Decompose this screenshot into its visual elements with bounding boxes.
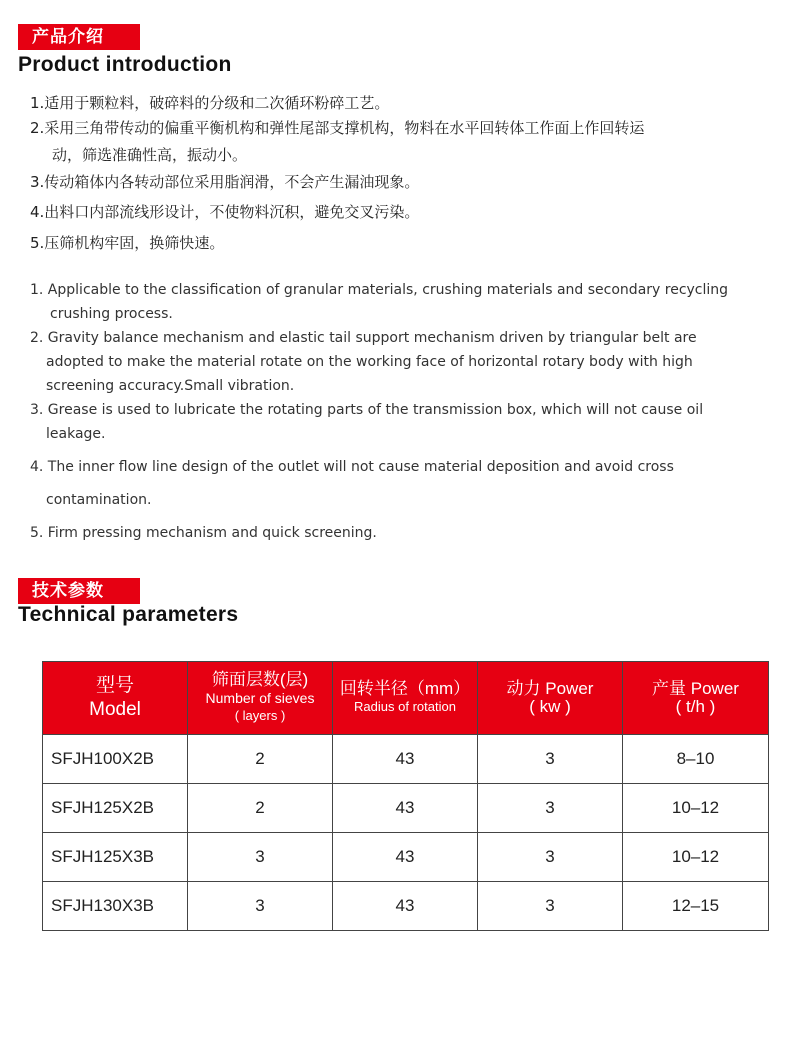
cell-output: 10–12	[623, 833, 769, 882]
list-item: leakage.	[46, 426, 106, 442]
list-item: adopted to make the material rotate on the working face of horizontal rotary body with high	[46, 354, 693, 370]
params-table	[42, 661, 769, 931]
list-item: screening accuracy.Small vibration.	[46, 378, 295, 394]
table-row	[43, 784, 769, 833]
cell-sieves: 2	[188, 735, 333, 784]
cell-model: SFJH130X3B	[43, 882, 188, 931]
cell-radius: 43	[333, 833, 478, 882]
list-item: 1.适用于颗粒料，破碎料的分级和二次循环粉碎工艺。	[30, 94, 390, 112]
header-radius: 回转半径（mm） Radius of rotation	[333, 662, 478, 735]
header-model: 型号 Model	[43, 662, 188, 735]
table-row	[43, 882, 769, 931]
list-item: 1. Applicable to the classification of granular materials, crushing materials and secondary recycling	[30, 282, 729, 298]
list-item: 5. Firm pressing mechanism and quick screening.	[30, 525, 377, 541]
list-item: crushing process.	[50, 306, 173, 322]
cell-radius: 43	[333, 784, 478, 833]
list-item: 5.压筛机构牢固，换筛快速。	[30, 234, 225, 252]
table-row	[43, 833, 769, 882]
section-tag-params	[18, 578, 140, 604]
header-sieves: 筛面层数(层) Number of sieves ( layers )	[188, 662, 333, 735]
cell-sieves: 3	[188, 882, 333, 931]
cell-output: 12–15	[623, 882, 769, 931]
section-title-params: Technical parameters	[18, 603, 239, 626]
table-row	[43, 735, 769, 784]
cell-model: SFJH125X2B	[43, 784, 188, 833]
list-item: contamination.	[46, 492, 152, 508]
cell-power: 3	[478, 882, 623, 931]
cell-model: SFJH125X3B	[43, 833, 188, 882]
section-tag-intro	[18, 24, 140, 50]
list-item: 2.采用三角带传动的偏重平衡机构和弹性尾部支撑机构，物料在水平回转体工作面上作回转运	[30, 119, 645, 137]
list-item: 4. The inner flow line design of the outlet will not cause material deposition and avoid cross	[30, 459, 674, 475]
list-item: 3. Grease is used to lubricate the rotating parts of the transmission box, which will not cause oil	[30, 402, 704, 418]
cell-output: 8–10	[623, 735, 769, 784]
cell-radius: 43	[333, 882, 478, 931]
section-tag-label: 技术参数	[32, 581, 104, 601]
cell-radius: 43	[333, 735, 478, 784]
cell-power: 3	[478, 784, 623, 833]
list-item: 3.传动箱体内各转动部位采用脂润滑，不会产生漏油现象。	[30, 173, 420, 191]
section-tag-label: 产品介绍	[32, 27, 104, 47]
intro-list-en	[30, 278, 780, 545]
list-item: 2. Gravity balance mechanism and elastic tail support mechanism driven by triangular belt are	[30, 330, 697, 346]
header-power: 动力 Power ( kw )	[478, 662, 623, 735]
cell-sieves: 2	[188, 784, 333, 833]
section-title-intro: Product introduction	[18, 53, 232, 76]
cell-model: SFJH100X2B	[43, 735, 188, 784]
cell-sieves: 3	[188, 833, 333, 882]
table-header-row	[43, 662, 769, 735]
header-output: 产量 Power ( t/h )	[623, 662, 769, 735]
cell-power: 3	[478, 735, 623, 784]
list-item: 4.出料口内部流线形设计，不使物料沉积，避免交叉污染。	[30, 203, 420, 221]
list-item: 动，筛选准确性高，振动小。	[52, 146, 248, 164]
intro-list-cn	[30, 90, 780, 257]
cell-power: 3	[478, 833, 623, 882]
cell-output: 10–12	[623, 784, 769, 833]
